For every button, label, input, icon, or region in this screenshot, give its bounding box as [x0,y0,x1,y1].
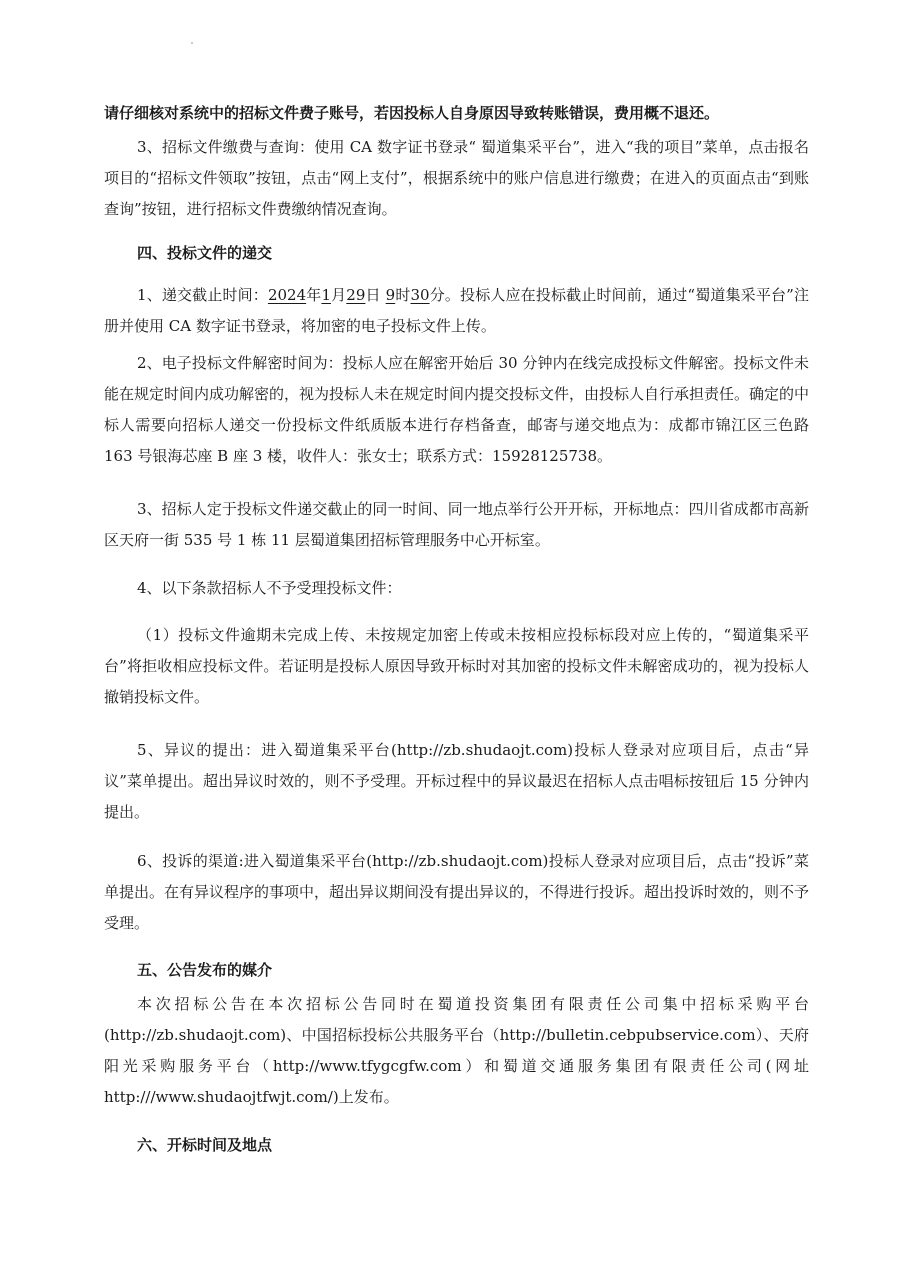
rejection-clause-1: （1）投标文件逾期未完成上传、未按规定加密上传或未按相应投标标段对应上传的，“蜀道集采平台”将拒收相应投标文件。若证明是投标人原因导致开标时对其加密的投标文件未解密成功的，视为投标人撤销投标文件。 [104,626,809,706]
publication-media-paragraph: 本次招标公告在本次招标公告同时在蜀道投资集团有限责任公司集中招标采购平台(http://zb.shudaojt.com)、中国招标投标公共服务平台（http://bulletin.cebpubservice.com）、天府阳光采购服务平台（http://www.tfygcgfw.com）和蜀道交通服务集团有限责任公司(网址http:///www.shudaojtfwjt.com/)上发布。 [104,995,809,1106]
rejection-clauses-heading: 4、以下条款招标人不予受理投标文件： [137,579,402,597]
deadline-label: 1、递交截止时间： [137,286,268,304]
section-6-heading: 六、开标时间及地点 [137,1136,273,1154]
complaint-channel-paragraph: 6、投诉的渠道:进入蜀道集采平台(http://zb.shudaojt.com)投标人登录对应项目后，点击“投诉”菜单提出。在有异议程序的事项中，超出异议期间没有提出异议的，不得进行投诉。超出投诉时效的，则不予受理。 [104,852,810,932]
deadline-minute-unit: 分 [429,286,445,304]
deadline-minute: 30 [410,286,430,304]
fee-account-notice: 请仔细核对系统中的招标文件费子账号，若因投标人自身原因导致转账错误，费用概不退还。 [104,104,720,122]
deadline-day-unit: 日 [365,286,381,304]
section-4-heading: 四、投标文件的递交 [137,244,273,262]
deadline-day: 29 [346,286,366,304]
deadline-month-unit: 月 [330,286,347,304]
deadline-hour-unit: 时 [395,286,411,304]
scan-speck [191,42,193,44]
submission-deadline-paragraph [104,280,809,342]
decryption-time-paragraph: 2、电子投标文件解密时间为：投标人应在解密开始后 30 分钟内在线完成投标文件解密。投标文件未能在规定时间内成功解密的，视为投标人未在规定时间内提交投标文件，由投标人自行承担责任。确定的中标人需要向招标人递交一份投标文件纸质版本进行存档备查，邮寄与递交地点为：成都市锦江区三色路 163 号银海芯座 B 座 3 楼，收件人：张女士；联系方式：15928125738。 [104,354,810,465]
section-5-heading: 五、公告发布的媒介 [137,961,273,979]
fee-payment-query-paragraph: 3、招标文件缴费与查询：使用 CA 数字证书登录“ 蜀道集采平台”，进入“我的项目”菜单，点击报名项目的“招标文件领取”按钮，点击“网上支付”，根据系统中的账户信息进行缴费；在进入的页面点击“到账查询”按钮，进行招标文件费缴纳情况查询。 [104,138,809,218]
deadline-rest: 。投标人应在投标截止时间前，通过“蜀道集采平台”注册并使用 CA 数字证书登录，将加密的电子投标文件上传。 [104,286,809,335]
deadline-month: 1 [321,286,331,304]
deadline-hour: 9 [385,286,396,304]
objection-paragraph: 5、异议的提出：进入蜀道集采平台(http://zb.shudaojt.com)投标人登录对应项目后，点击“异议”菜单提出。超出异议时效的，则不予受理。开标过程中的异议最迟在招标人点击唱标按钮后 15 分钟内提出。 [104,741,809,821]
bid-opening-location-paragraph: 3、招标人定于投标文件递交截止的同一时间、同一地点举行公开开标，开标地点：四川省成都市高新区天府一街 535 号 1 栋 11 层蜀道集团招标管理服务中心开标室。 [104,500,809,549]
deadline-year-unit: 年 [306,286,322,304]
deadline-year: 2024 [267,286,307,304]
